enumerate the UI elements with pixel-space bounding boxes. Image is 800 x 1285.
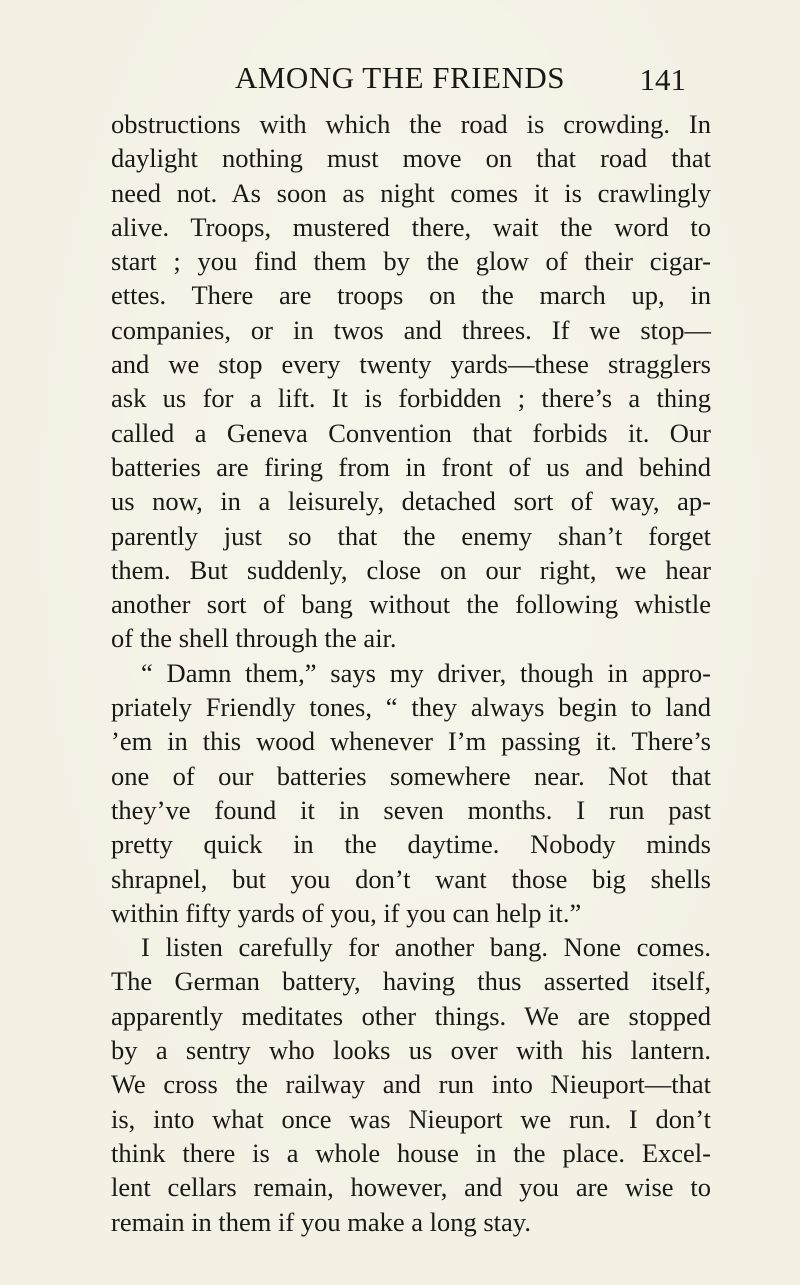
text-line: they’ve found it in seven months. I run past [111,794,711,825]
text-line: priately Friendly tones, “ they always begin to land [111,692,711,723]
text-line: apparently meditates other things. We are stopped [111,1000,711,1031]
text-line: called a Geneva Convention that forbids it. Our [111,417,711,448]
page-number: 141 [639,62,686,97]
text-line: one of our batteries somewhere near. Not that [111,760,711,791]
text-line: The German battery, having thus asserted itself, [111,966,711,997]
text-line: start ; you find them by the glow of their cigar- [111,246,711,277]
text-line: of the shell through the air. [111,623,397,654]
text-line: alive. Troops, mustered there, wait the word to [111,211,711,242]
running-title: AMONG THE FRIENDS [234,60,565,95]
text-line: us now, in a leisurely, detached sort of way, ap- [111,486,711,517]
text-line: ettes. There are troops on the march up, in [111,280,711,311]
text-line: them. But suddenly, close on our right, we hear [111,554,711,585]
text-line: batteries are firing from in front of us and behind [111,451,711,482]
text-line: parently just so that the enemy shan’t forget [111,520,711,551]
body-text [111,107,711,1239]
running-head [0,58,800,98]
text-line: We cross the railway and run into Nieuport—that [111,1069,711,1100]
text-line: by a sentry who looks us over with his lantern. [111,1035,711,1066]
text-line: within fifty yards of you, if you can help it.” [111,897,582,928]
text-line: remain in them if you make a long stay. [111,1206,531,1237]
text-line: companies, or in twos and threes. If we stop— [111,314,711,345]
text-line: daylight nothing must move on that road that [111,143,711,174]
text-line: another sort of bang without the following whistle [111,589,711,620]
text-line: and we stop every twenty yards—these stragglers [111,349,711,380]
text-line: “ Damn them,” says my driver, though in appro- [141,657,711,688]
text-line: obstructions with which the road is crowding. In [111,109,711,139]
text-line: pretty quick in the daytime. Nobody minds [111,829,711,860]
text-line: lent cellars remain, however, and you are wise to [111,1172,711,1203]
text-line: need not. As soon as night comes it is crawlingly [111,177,711,208]
text-line: I listen carefully for another bang. None comes. [141,932,711,963]
text-line: ask us for a lift. It is forbidden ; there’s a thing [111,383,711,414]
text-line: shrapnel, but you don’t want those big shells [111,863,711,894]
text-line: think there is a whole house in the place. Excel- [111,1137,711,1168]
text-line: is, into what once was Nieuport we run. I don’t [111,1103,711,1134]
text-line: ’em in this wood whenever I’m passing it. There’s [111,726,711,757]
